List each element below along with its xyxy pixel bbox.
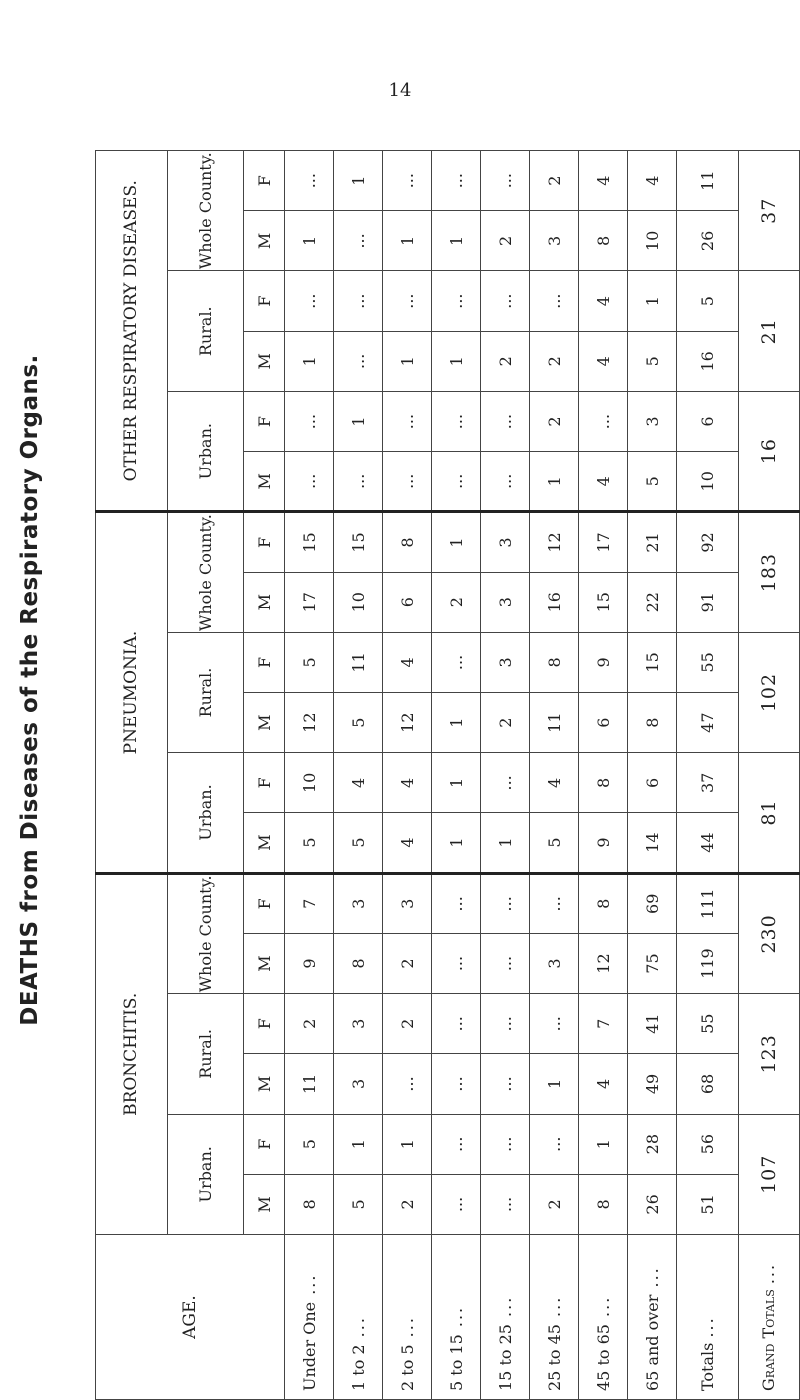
data-cell: 1 (334, 391, 383, 451)
totals-row (677, 151, 738, 1400)
grand-total-cell: 81 (738, 753, 799, 873)
data-cell: ... (530, 1114, 579, 1174)
sex-header-cell: M (244, 452, 285, 512)
data-cell: ... (481, 1114, 530, 1174)
data-cell: 8 (579, 1174, 628, 1234)
data-cell: 1 (432, 331, 481, 391)
data-cell: ... (432, 1054, 481, 1114)
data-cell: ... (481, 1174, 530, 1234)
data-cell: 4 (383, 632, 432, 692)
sex-header-cell: F (244, 271, 285, 331)
data-cell: 2 (530, 331, 579, 391)
pneumonia-rural-header: Rural. (167, 632, 244, 752)
data-cell: 4 (579, 151, 628, 211)
data-cell: ... (334, 211, 383, 271)
data-cell: 10 (285, 753, 334, 813)
data-cell: 69 (628, 873, 677, 933)
data-cell: 4 (579, 271, 628, 331)
age-group-cell: 65 and over ... (628, 1235, 677, 1400)
totals-label: Totals ... (677, 1235, 738, 1400)
data-cell: 11 (334, 632, 383, 692)
data-cell: 75 (628, 933, 677, 993)
data-cell: 2 (432, 572, 481, 632)
totals-cell: 44 (677, 813, 738, 873)
table-row (530, 151, 579, 1400)
data-cell: ... (530, 994, 579, 1054)
data-cell: 3 (334, 994, 383, 1054)
data-cell: ... (432, 271, 481, 331)
sex-header-cell: M (244, 813, 285, 873)
data-cell: 4 (628, 151, 677, 211)
grand-total-cell: 21 (738, 271, 799, 391)
totals-cell: 91 (677, 572, 738, 632)
data-cell: 10 (334, 572, 383, 632)
data-cell: ... (285, 271, 334, 331)
table-row (285, 151, 334, 1400)
table-row (334, 151, 383, 1400)
data-cell: ... (579, 391, 628, 451)
data-cell: 1 (432, 211, 481, 271)
data-cell: ... (432, 391, 481, 451)
data-cell: 2 (530, 1174, 579, 1234)
data-cell: 3 (628, 391, 677, 451)
data-cell: 1 (628, 271, 677, 331)
sex-header-cell: F (244, 753, 285, 813)
data-cell: ... (432, 151, 481, 211)
table-row (628, 151, 677, 1400)
data-cell: ... (432, 994, 481, 1054)
data-cell: 6 (628, 753, 677, 813)
data-cell: ... (481, 391, 530, 451)
grand-total-cell: 183 (738, 512, 799, 632)
sex-header-cell: M (244, 331, 285, 391)
data-cell: 1 (432, 813, 481, 873)
sex-header-cell: F (244, 512, 285, 572)
sex-header-cell: M (244, 1174, 285, 1234)
pneumonia-county-header: Whole County. (167, 512, 244, 632)
data-cell: 1 (334, 1114, 383, 1174)
totals-cell: 119 (677, 933, 738, 993)
data-cell: 9 (579, 813, 628, 873)
data-cell: ... (383, 1054, 432, 1114)
data-cell: 1 (334, 151, 383, 211)
bronchitis-urban-header: Urban. (167, 1114, 244, 1234)
data-cell: 3 (383, 873, 432, 933)
data-cell: 3 (334, 873, 383, 933)
data-cell: ... (481, 452, 530, 512)
other-urban-header: Urban. (167, 391, 244, 511)
data-cell: ... (481, 753, 530, 813)
data-cell: 5 (530, 813, 579, 873)
sex-header-cell: F (244, 994, 285, 1054)
data-cell: 28 (628, 1114, 677, 1174)
totals-cell: 37 (677, 753, 738, 813)
age-group-cell: 25 to 45 ... (530, 1235, 579, 1400)
sex-header-cell: M (244, 933, 285, 993)
data-cell: 2 (383, 994, 432, 1054)
age-group-cell: Under One ... (285, 1235, 334, 1400)
grand-total-cell: 102 (738, 632, 799, 752)
data-cell: 26 (628, 1174, 677, 1234)
data-cell: 9 (579, 632, 628, 692)
data-cell: ... (481, 994, 530, 1054)
data-cell: 6 (579, 693, 628, 753)
age-group-cell: 5 to 15 ... (432, 1235, 481, 1400)
totals-cell: 26 (677, 211, 738, 271)
data-cell: 15 (334, 512, 383, 572)
data-cell: 8 (628, 693, 677, 753)
data-cell: 4 (383, 753, 432, 813)
data-cell: 3 (481, 572, 530, 632)
grand-total-cell: 37 (738, 151, 799, 272)
data-cell: 11 (530, 693, 579, 753)
data-cell: 3 (530, 211, 579, 271)
bronchitis-county-header: Whole County. (167, 873, 244, 993)
grand-totals-row (738, 151, 799, 1400)
data-cell: 11 (285, 1054, 334, 1114)
other-rural-header: Rural. (167, 271, 244, 391)
totals-cell: 92 (677, 512, 738, 572)
data-cell: ... (481, 933, 530, 993)
data-cell: 1 (481, 813, 530, 873)
data-cell: ... (432, 1114, 481, 1174)
table-row (383, 151, 432, 1400)
data-cell: ... (432, 1174, 481, 1234)
side-title-text: DEATHS from Diseases of the Respiratory Organs. (17, 354, 43, 1026)
data-cell: 2 (383, 933, 432, 993)
grand-totals-label: Grand Totals ... (738, 1235, 799, 1400)
data-cell: 4 (579, 1054, 628, 1114)
totals-cell: 47 (677, 693, 738, 753)
data-cell: ... (383, 271, 432, 331)
age-group-cell: 1 to 2 ... (334, 1235, 383, 1400)
data-cell: ... (432, 933, 481, 993)
data-cell: 49 (628, 1054, 677, 1114)
data-cell: 17 (579, 512, 628, 572)
data-cell: 16 (530, 572, 579, 632)
data-cell: 1 (530, 452, 579, 512)
totals-cell: 55 (677, 632, 738, 692)
data-cell: 4 (579, 452, 628, 512)
data-cell: ... (383, 391, 432, 451)
bronchitis-rural-header: Rural. (167, 994, 244, 1114)
grand-total-cell: 16 (738, 391, 799, 511)
age-group-cell: 2 to 5 ... (383, 1235, 432, 1400)
data-cell: 12 (530, 512, 579, 572)
sex-header-cell: M (244, 572, 285, 632)
bronchitis-header: BRONCHITIS. (96, 873, 168, 1234)
data-cell: 3 (530, 933, 579, 993)
other-respiratory-header: OTHER RESPIRATORY DISEASES. (96, 151, 168, 512)
data-cell: ... (530, 873, 579, 933)
data-cell: 2 (481, 211, 530, 271)
data-cell: 10 (628, 211, 677, 271)
age-group-cell: 45 to 65 ... (579, 1235, 628, 1400)
data-cell: 5 (285, 1114, 334, 1174)
data-cell: ... (285, 452, 334, 512)
data-cell: ... (334, 452, 383, 512)
data-cell: 1 (285, 331, 334, 391)
data-cell: 3 (481, 632, 530, 692)
table-row (579, 151, 628, 1400)
respiratory-deaths-table (95, 150, 800, 1400)
data-cell: 2 (481, 331, 530, 391)
sex-header-cell: M (244, 211, 285, 271)
data-cell: 5 (334, 693, 383, 753)
data-cell: 8 (579, 873, 628, 933)
sex-header-cell: M (244, 1054, 285, 1114)
data-cell: 8 (285, 1174, 334, 1234)
data-cell: 12 (383, 693, 432, 753)
data-cell: ... (530, 271, 579, 331)
totals-cell: 5 (677, 271, 738, 331)
data-cell: 4 (579, 331, 628, 391)
table-row (481, 151, 530, 1400)
sex-header-cell: F (244, 391, 285, 451)
data-cell: ... (383, 452, 432, 512)
data-cell: 14 (628, 813, 677, 873)
data-cell: 7 (285, 873, 334, 933)
data-cell: ... (334, 331, 383, 391)
data-cell: 1 (432, 512, 481, 572)
data-cell: 1 (432, 693, 481, 753)
data-cell: 7 (579, 994, 628, 1054)
data-cell: ... (432, 632, 481, 692)
data-cell: 9 (285, 933, 334, 993)
data-cell: 5 (285, 632, 334, 692)
data-cell: ... (481, 151, 530, 211)
sex-header-cell: F (244, 873, 285, 933)
data-cell: 3 (481, 512, 530, 572)
data-cell: 5 (628, 331, 677, 391)
data-cell: ... (432, 452, 481, 512)
data-cell: 4 (530, 753, 579, 813)
data-cell: 5 (628, 452, 677, 512)
data-cell: 1 (285, 211, 334, 271)
data-cell: 5 (285, 813, 334, 873)
sex-header-cell: F (244, 151, 285, 211)
grand-total-cell: 123 (738, 994, 799, 1114)
other-county-header: Whole County. (167, 151, 244, 272)
data-cell: 1 (579, 1114, 628, 1174)
totals-cell: 16 (677, 331, 738, 391)
side-title (10, 90, 50, 1290)
data-cell: ... (334, 271, 383, 331)
data-cell: ... (481, 271, 530, 331)
data-cell: 22 (628, 572, 677, 632)
data-cell: 1 (432, 753, 481, 813)
data-cell: ... (383, 151, 432, 211)
data-cell: 4 (334, 753, 383, 813)
data-cell: 2 (383, 1174, 432, 1234)
data-cell: 15 (579, 572, 628, 632)
pneumonia-header: PNEUMONIA. (96, 512, 168, 873)
page-number: 14 (388, 80, 412, 101)
sex-header-cell: F (244, 1114, 285, 1174)
data-cell: 8 (579, 753, 628, 813)
data-cell: 17 (285, 572, 334, 632)
data-cell: 1 (383, 211, 432, 271)
data-cell: 3 (334, 1054, 383, 1114)
data-cell: 2 (530, 391, 579, 451)
data-cell: 21 (628, 512, 677, 572)
data-cell: 5 (334, 1174, 383, 1234)
data-cell: 2 (285, 994, 334, 1054)
totals-cell: 111 (677, 873, 738, 933)
data-cell: ... (481, 1054, 530, 1114)
data-cell: 1 (383, 1114, 432, 1174)
data-cell: ... (432, 873, 481, 933)
totals-cell: 6 (677, 391, 738, 451)
grand-total-cell: 230 (738, 873, 799, 993)
grand-total-cell: 107 (738, 1114, 799, 1234)
rotated-table-wrapper (95, 150, 800, 1400)
data-cell: 2 (530, 151, 579, 211)
data-cell: 6 (383, 572, 432, 632)
data-cell: 12 (285, 693, 334, 753)
sex-header-row (244, 151, 285, 1400)
data-cell: 8 (334, 933, 383, 993)
data-cell: 1 (383, 331, 432, 391)
data-cell: ... (285, 391, 334, 451)
age-header: AGE. (96, 1235, 285, 1400)
data-cell: 15 (628, 632, 677, 692)
data-cell: 8 (383, 512, 432, 572)
totals-cell: 10 (677, 452, 738, 512)
sex-header-cell: F (244, 632, 285, 692)
table-row (432, 151, 481, 1400)
data-cell: 1 (530, 1054, 579, 1114)
totals-cell: 55 (677, 994, 738, 1054)
age-group-cell: 15 to 25 ... (481, 1235, 530, 1400)
data-cell: 5 (334, 813, 383, 873)
data-cell: 2 (481, 693, 530, 753)
data-cell: ... (285, 151, 334, 211)
pneumonia-urban-header: Urban. (167, 753, 244, 873)
totals-cell: 56 (677, 1114, 738, 1174)
data-cell: 12 (579, 933, 628, 993)
data-cell: 8 (530, 632, 579, 692)
totals-cell: 51 (677, 1174, 738, 1234)
totals-cell: 68 (677, 1054, 738, 1114)
sex-header-cell: M (244, 693, 285, 753)
data-cell: ... (481, 873, 530, 933)
data-cell: 4 (383, 813, 432, 873)
totals-cell: 11 (677, 151, 738, 211)
data-cell: 41 (628, 994, 677, 1054)
data-cell: 15 (285, 512, 334, 572)
data-cell: 8 (579, 211, 628, 271)
